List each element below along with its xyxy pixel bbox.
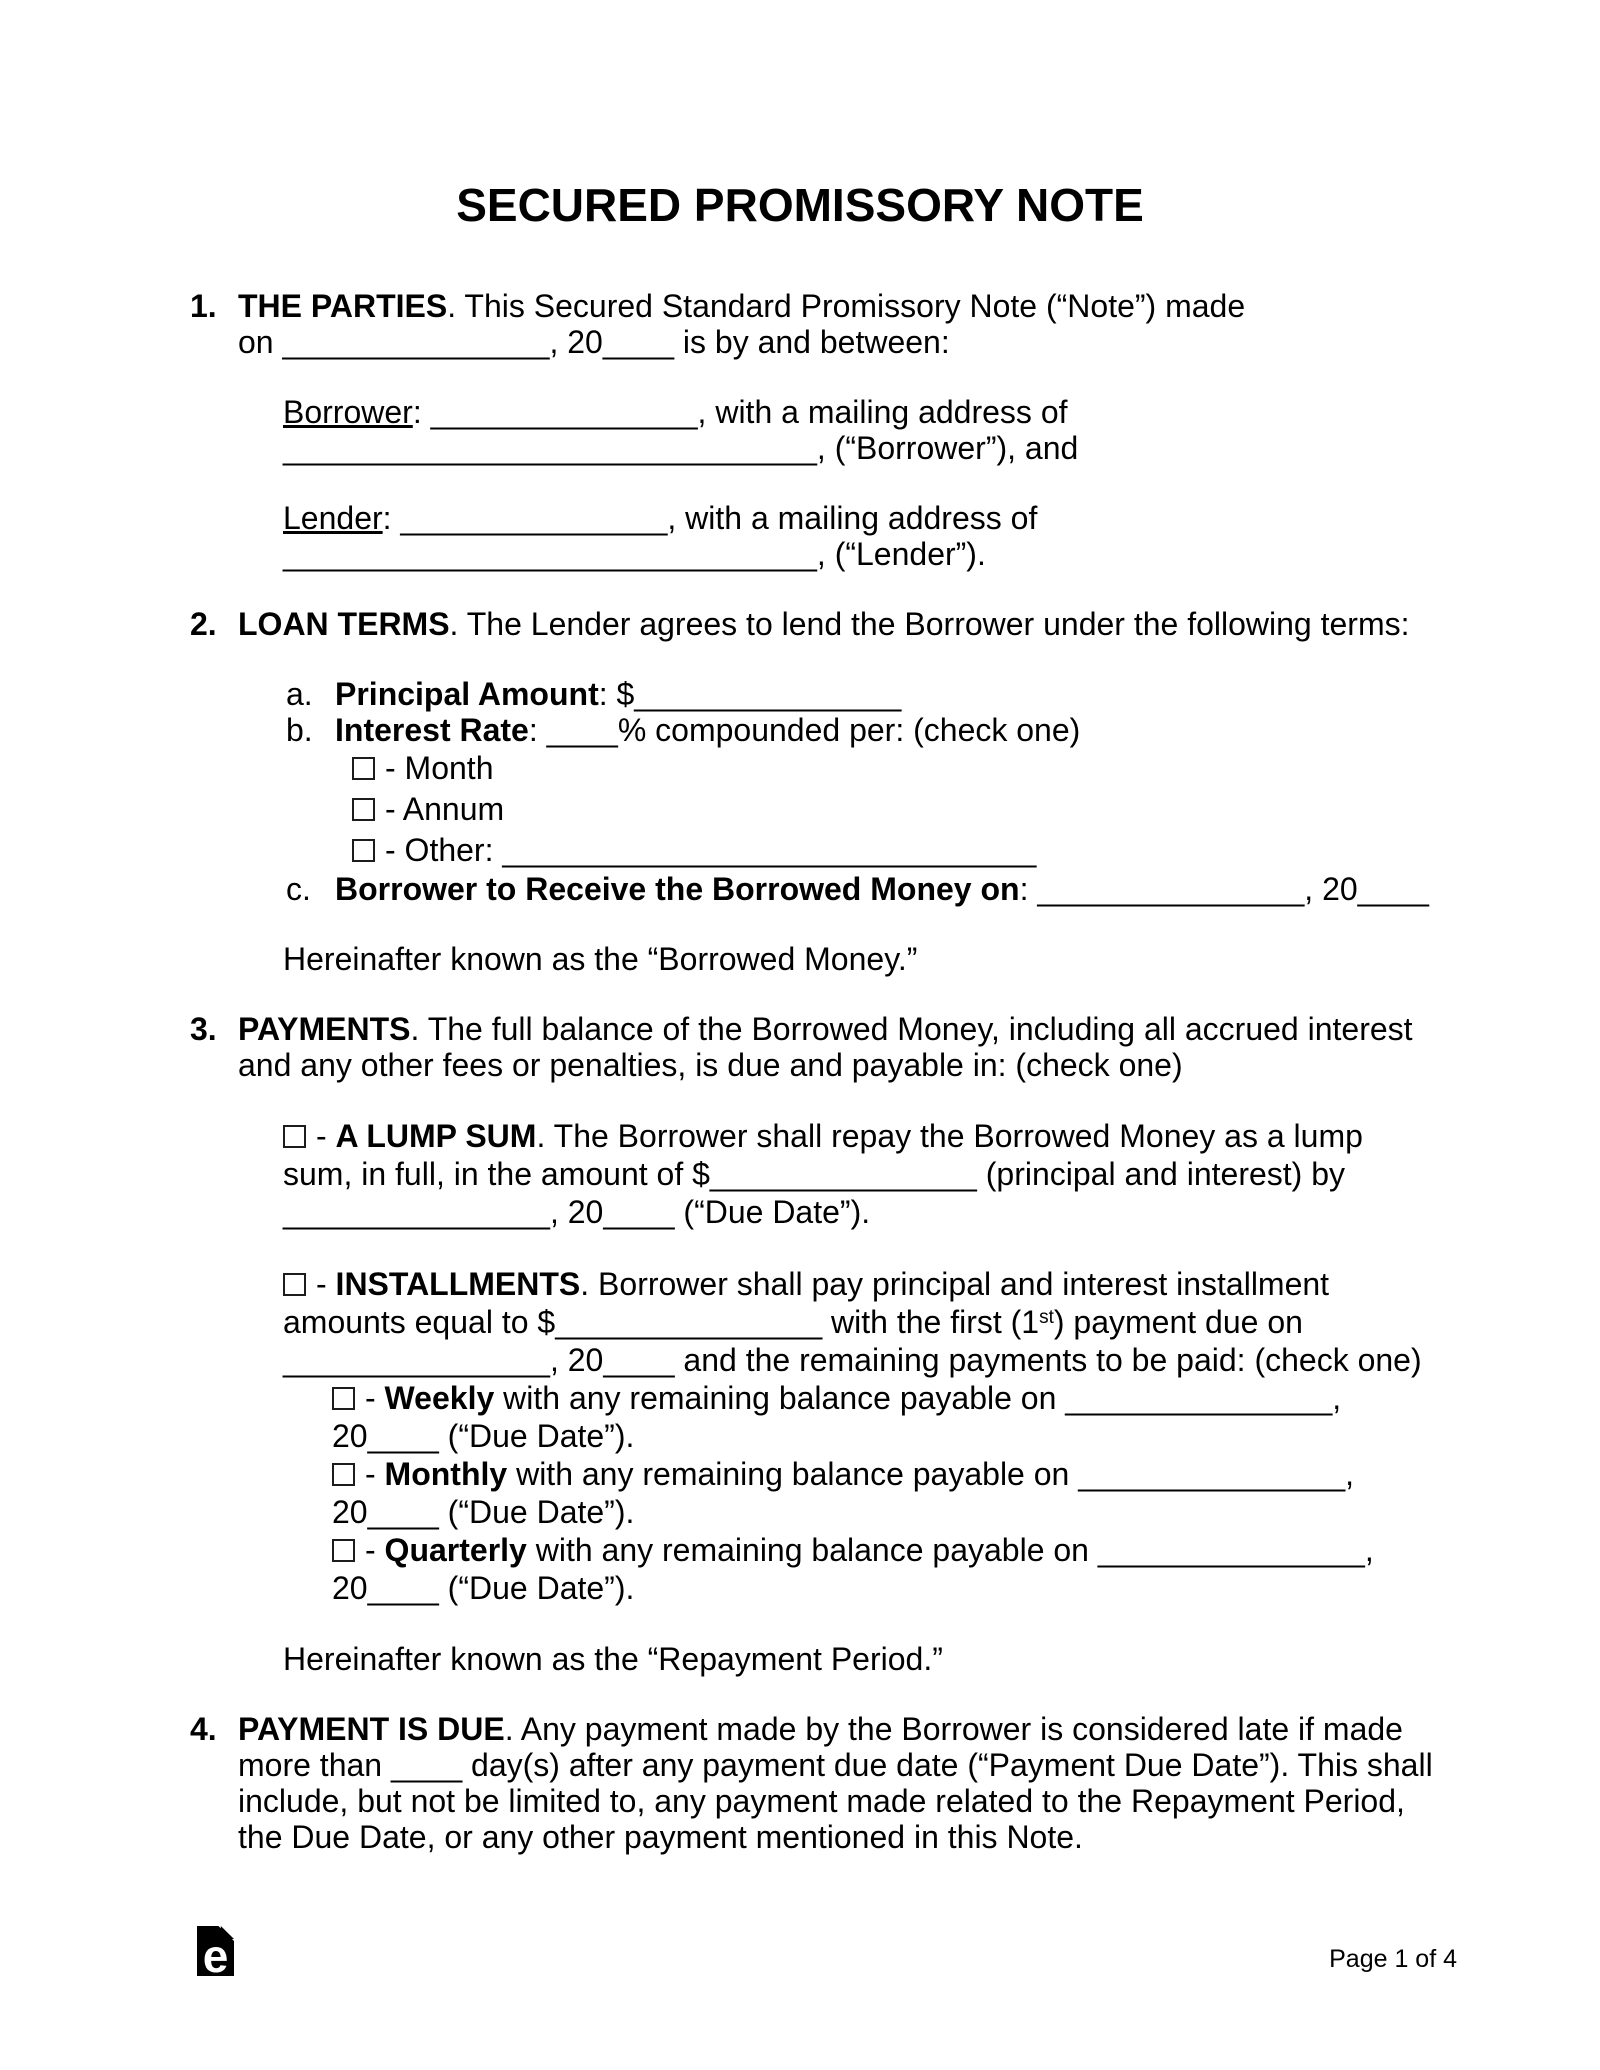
blank-field: _______________ <box>1097 1532 1365 1568</box>
logo-letter: e <box>202 1929 229 1982</box>
text-run: (“Due Date”). <box>438 1494 635 1530</box>
text-run: Borrower <box>283 394 413 430</box>
blank-field: _______________ <box>283 1342 550 1378</box>
blank-field: ____ <box>367 1494 439 1530</box>
text-run: : <box>412 394 431 430</box>
text-run: , (“Borrower”), and <box>816 430 1079 466</box>
text-run: , 20 <box>549 1342 604 1378</box>
text-run: with the first (1 <box>822 1304 1040 1340</box>
checkbox-icon[interactable] <box>332 1463 355 1486</box>
text-run: Monthly <box>384 1456 508 1492</box>
lump-sum-option <box>0 1117 1600 1231</box>
blank-field: _______________ <box>709 1156 977 1192</box>
text-run: PAYMENT IS DUE <box>238 1711 505 1747</box>
lender-clause <box>0 500 1600 572</box>
text-run: - <box>316 1266 336 1302</box>
list-marker: a. <box>286 676 313 712</box>
section-3-payments <box>0 1011 1600 1083</box>
text-run: Interest Rate <box>335 712 529 748</box>
list-marker: c. <box>286 871 311 907</box>
text-run: Principal Amount <box>335 676 599 712</box>
checkbox-icon[interactable] <box>283 1273 306 1296</box>
principal-amount-item <box>0 676 1600 712</box>
text-run: , with a mailing address of <box>667 500 1038 536</box>
text-run: Quarterly <box>384 1532 527 1568</box>
text-run: LOAN TERMS <box>238 606 450 642</box>
page-number-label: Page 1 of 4 <box>1329 1945 1457 1973</box>
blank-field: _______________ <box>1065 1380 1333 1416</box>
text-run: INSTALLMENTS <box>335 1266 581 1302</box>
list-marker: 3. <box>190 1011 217 1047</box>
blank-field: ______________________________ <box>283 430 817 466</box>
text-run: 20 <box>332 1570 368 1606</box>
text-run: . The Lender agrees to lend the Borrower under the following terms: <box>449 606 1410 642</box>
weekly-option <box>0 1379 1600 1455</box>
text-run: Borrower to Receive the Borrowed Money on <box>335 871 1020 907</box>
blank-field: ______________________________ <box>283 536 817 572</box>
text-run: - <box>365 1532 385 1568</box>
text-run: : $ <box>598 676 635 712</box>
text-run: , <box>1364 1532 1374 1568</box>
text-run: A LUMP SUM <box>335 1118 537 1154</box>
text-run: on <box>238 324 283 360</box>
blank-field: ______________________________ <box>502 832 1037 868</box>
interest-rate-item <box>0 712 1600 748</box>
list-marker: 4. <box>190 1711 217 1747</box>
text-run: day(s) after any payment due date (“Payment Due Date”). This shall <box>462 1747 1433 1783</box>
section-4-payment-is-due <box>0 1711 1600 1855</box>
list-marker: 2. <box>190 606 217 642</box>
text-run: the Due Date, or any other payment mentioned in this Note. <box>238 1819 1083 1855</box>
eforms-logo-icon <box>197 1926 234 1982</box>
text-run: , <box>1332 1380 1342 1416</box>
text-run: st <box>1039 1307 1054 1328</box>
blank-field: _______________ <box>1037 871 1305 907</box>
text-run: (principal and interest) by <box>976 1156 1346 1192</box>
text-run: % compounded per: (check one) <box>617 712 1081 748</box>
checkbox-icon[interactable] <box>352 839 375 862</box>
text-run: include, but not be limited to, any payment made related to the Repayment Period, <box>238 1783 1405 1819</box>
blank-field: ____ <box>390 1747 463 1783</box>
text-run: Hereinafter known as the “Repayment Period.” <box>283 1641 943 1677</box>
blank-field: ____ <box>367 1570 439 1606</box>
section-2-loan-terms <box>0 606 1600 642</box>
text-run: with any remaining balance payable on <box>494 1380 1066 1416</box>
text-run: . Borrower shall pay principal and interest installment <box>580 1266 1330 1302</box>
list-marker: 1. <box>190 288 217 324</box>
installments-option <box>0 1265 1600 1379</box>
monthly-option <box>0 1455 1600 1531</box>
text-run: (“Due Date”). <box>674 1194 871 1230</box>
blank-field: _______________ <box>555 1304 823 1340</box>
compound-month-option <box>0 748 1600 789</box>
text-run: Lender <box>283 500 383 536</box>
blank-field: ____ <box>1357 871 1429 907</box>
blank-field: _______________ <box>430 394 698 430</box>
text-run: , <box>1345 1456 1355 1492</box>
text-run: , (“Lender”). <box>816 536 986 572</box>
text-run: with any remaining balance payable on <box>526 1532 1098 1568</box>
text-run: , 20 <box>1304 871 1358 907</box>
text-run: Weekly <box>384 1380 495 1416</box>
text-run: . This Secured Standard Promissory Note (“Note”) made <box>447 288 1246 324</box>
section-1-the-parties <box>0 288 1600 360</box>
text-run: . The full balance of the Borrowed Money, including all accrued interest <box>410 1011 1413 1047</box>
checkbox-icon[interactable] <box>283 1125 306 1148</box>
checkbox-icon[interactable] <box>352 798 375 821</box>
text-run: and any other fees or penalties, is due and payable in: (check one) <box>238 1047 1183 1083</box>
document-content <box>0 180 1600 1855</box>
text-run: Hereinafter known as the “Borrowed Money.” <box>283 941 918 977</box>
blank-field: _______________ <box>283 1194 550 1230</box>
text-run: , 20 <box>549 324 603 360</box>
text-run: 20 <box>332 1418 368 1454</box>
quarterly-option <box>0 1531 1600 1607</box>
text-run: sum, in full, in the amount of $ <box>283 1156 710 1192</box>
blank-field: ____ <box>602 324 674 360</box>
checkbox-icon[interactable] <box>352 757 375 780</box>
text-run: : <box>1019 871 1038 907</box>
document-title: SECURED PROMISSORY NOTE <box>456 179 1144 231</box>
borrower-clause <box>0 394 1600 466</box>
borrowed-money-definition <box>0 941 1600 977</box>
text-run: - Annum <box>385 791 505 827</box>
document-blocks <box>0 288 1600 1855</box>
blank-field: _______________ <box>634 676 902 712</box>
text-run: - Other: <box>385 832 503 868</box>
blank-field: ____ <box>367 1418 439 1454</box>
text-run: - <box>316 1118 336 1154</box>
blank-field: _______________ <box>282 324 550 360</box>
blank-field: _______________ <box>1078 1456 1346 1492</box>
text-run: with any remaining balance payable on <box>507 1456 1079 1492</box>
text-run: is by and between: <box>674 324 950 360</box>
repayment-period-definition <box>0 1641 1600 1677</box>
checkbox-icon[interactable] <box>332 1539 355 1562</box>
text-run: (“Due Date”). <box>438 1570 635 1606</box>
text-run: THE PARTIES <box>238 288 448 324</box>
receive-money-item <box>0 871 1600 907</box>
text-run: . Any payment made by the Borrower is considered late if made <box>504 1711 1403 1747</box>
text-run: - <box>365 1380 385 1416</box>
text-run: 20 <box>332 1494 368 1530</box>
checkbox-icon[interactable] <box>332 1387 355 1410</box>
text-run: ) payment due on <box>1053 1304 1303 1340</box>
compound-annum-option <box>0 789 1600 830</box>
text-run: - <box>365 1456 385 1492</box>
blank-field: ____ <box>546 712 618 748</box>
text-run: more than <box>238 1747 391 1783</box>
compound-other-option <box>0 830 1600 871</box>
blank-field: ____ <box>603 1342 675 1378</box>
text-run: , 20 <box>549 1194 604 1230</box>
text-run: : <box>382 500 401 536</box>
list-marker: b. <box>286 712 313 748</box>
text-run: amounts equal to $ <box>283 1304 556 1340</box>
text-run: - Month <box>385 750 494 786</box>
text-run: , with a mailing address of <box>697 394 1068 430</box>
blank-field: _______________ <box>400 500 668 536</box>
blank-field: ____ <box>603 1194 675 1230</box>
text-run: and the remaining payments to be paid: (check one) <box>674 1342 1422 1378</box>
text-run: (“Due Date”). <box>438 1418 635 1454</box>
text-run: . The Borrower shall repay the Borrowed Money as a lump <box>536 1118 1363 1154</box>
text-run: PAYMENTS <box>238 1011 411 1047</box>
text-run: : <box>528 712 547 748</box>
